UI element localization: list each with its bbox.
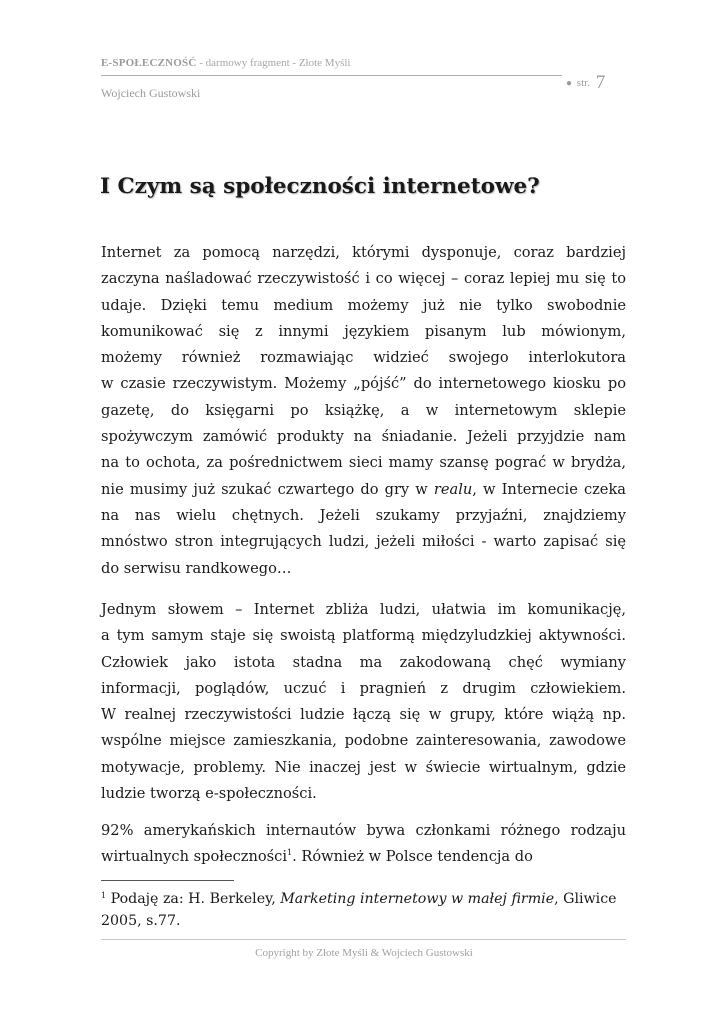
text-line: na nas wielu chętnych. Jeżeli szukamy przyjaźni, znajdziemy <box>101 506 626 524</box>
page-label: str. <box>576 77 590 89</box>
text-line: komunikować się z innymi językiem pisanym lub mówionym, <box>101 322 626 340</box>
footnote-text: Podaję za: H. Berkeley, <box>106 891 281 907</box>
text-line: gazetę, do księgarni po książkę, a w internetowym sklepie <box>101 401 626 419</box>
text-line: motywacje, problemy. Nie inaczej jest w świecie wirtualnym, gdzie <box>101 758 626 776</box>
text-line: udaje. Dzięki temu medium możemy już nie tylko swobodnie <box>101 296 626 314</box>
text-line: na to ochota, za pośrednictwem sieci mamy szansę pograć w brydża, <box>101 454 626 472</box>
header-subtitle: - darmowy fragment - Złote Myśli <box>196 57 351 69</box>
text-line: 92% amerykańskich internautów bywa członkami różnego rodzaju <box>101 822 626 839</box>
text-line: mnóstwo stron integrujących ludzi, jeżeli miłości - warto zapisać się <box>101 533 626 551</box>
header-author: Wojciech Gustowski <box>101 86 201 100</box>
text-line: a tym samym staje się swoistą platformą międzyludzkiej aktywności. <box>101 627 626 645</box>
text-line: W realnej rzeczywistości ludzie łączą się w grupy, które wiążą np. <box>101 706 626 724</box>
text-line: do serwisu randkowego… <box>101 559 292 577</box>
paragraph-2 <box>101 597 626 807</box>
header-title-line <box>101 57 350 69</box>
text-line: informacji, poglądów, uczuć i pragnień z drugim człowiekiem. <box>101 679 626 697</box>
chapter-title: I Czym są społeczności internetowe? <box>100 174 540 199</box>
footnote <box>101 888 626 932</box>
paragraph-3 <box>101 818 626 871</box>
paragraph-1 <box>101 240 626 582</box>
footnote-reference: 1 <box>287 848 293 858</box>
text-line: spożywczym zamówić produkty na śniadanie. Jeżeli przyjdzie nam <box>101 428 626 446</box>
footer-rule <box>101 939 626 940</box>
header-page-number <box>566 72 605 94</box>
text-run: , w Internecie czeka <box>472 480 626 498</box>
footnote-marker: 1 <box>101 891 107 900</box>
text-line <box>101 477 626 503</box>
header-brand: E-SPOŁECZNOŚĆ <box>101 57 197 69</box>
text-run: nie musimy już szukać czwartego do gry w <box>101 480 434 498</box>
footnote-text-end: , Gliwice 2005, s.77. <box>101 891 617 929</box>
text-run: wirtualnych społeczności <box>101 848 287 866</box>
text-line: ludzie tworzą e-społeczności. <box>101 785 317 803</box>
footer-copyright: Copyright by Złote Myśli & Wojciech Gustowski <box>255 947 473 959</box>
text-line: wspólne miejsce zamieszkania, podobne zainteresowania, zawodowe <box>101 732 626 750</box>
text-line: w czasie rzeczywistym. Możemy „pójść” do internetowego kiosku po <box>101 375 626 393</box>
text-line: Człowiek jako istota stadna ma zakodowaną chęć wymiany <box>101 653 626 671</box>
text-line: Internet za pomocą narzędzi, którymi dysponuje, coraz bardziej <box>101 244 626 261</box>
italic-word: realu <box>433 480 473 498</box>
text-line: zaczyna naśladować rzeczywistość i co więcej – coraz lepiej mu się to <box>101 270 626 288</box>
page-number: 7 <box>595 72 606 93</box>
text-line: Jednym słowem – Internet zbliża ludzi, ułatwia im komunikację, <box>101 601 626 618</box>
footnote-rule <box>101 880 234 881</box>
text-run: . Również w Polsce tendencja do <box>292 848 533 866</box>
bullet-icon: ● <box>566 78 573 89</box>
footnote-book-title: Marketing internetowy w małej firmie <box>280 891 555 907</box>
header-rule <box>101 75 562 76</box>
text-line: możemy również rozmawiając widzieć swojego interlokutora <box>101 349 626 367</box>
text-line <box>101 844 626 870</box>
